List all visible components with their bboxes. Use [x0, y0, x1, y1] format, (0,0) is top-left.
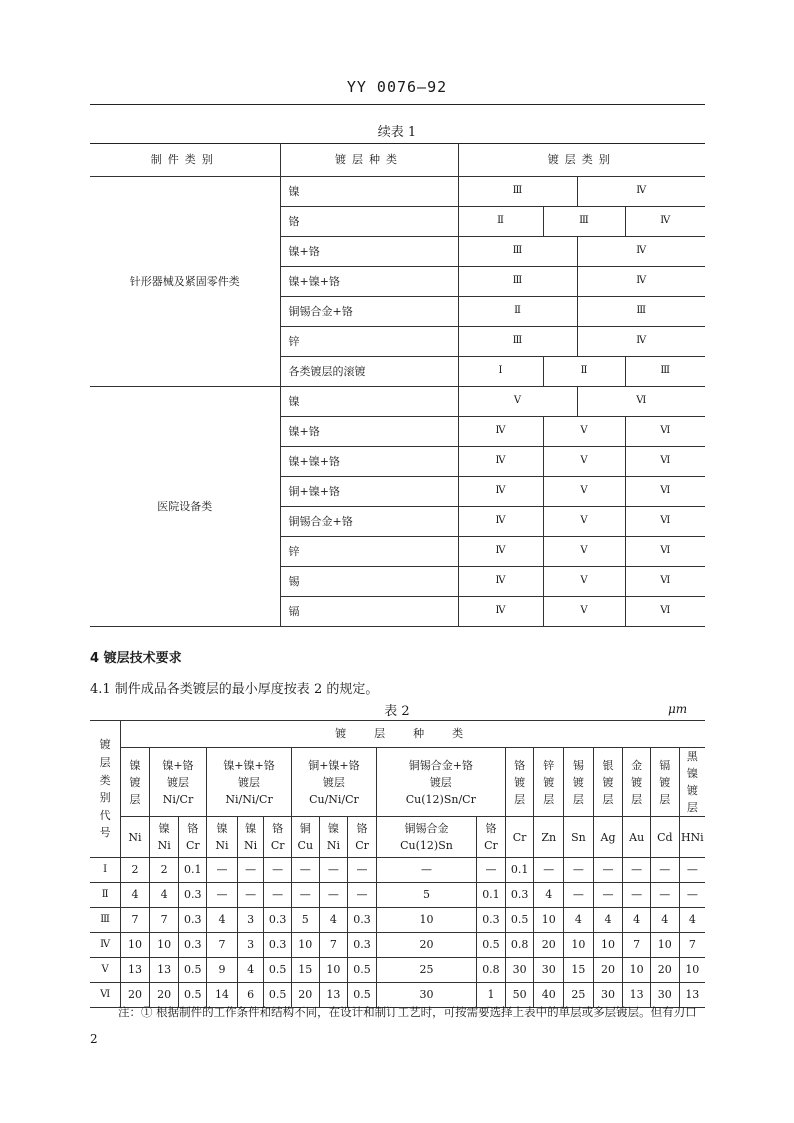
thickness-value: 0.5	[179, 983, 207, 1008]
thickness-value: 20	[593, 958, 623, 983]
thickness-value: —	[477, 858, 506, 883]
grade-code: Ⅱ	[90, 883, 121, 908]
thickness-value: 15	[564, 958, 594, 983]
grade-code: Ⅵ	[90, 983, 121, 1008]
table2-caption: 表 2	[384, 704, 410, 719]
thickness-value: 13	[121, 958, 150, 983]
grade-value: Ⅳ	[577, 237, 705, 267]
thickness-value: —	[564, 858, 594, 883]
cd-group: 镉 镀 层	[650, 748, 679, 817]
element-subheader: 镍 Ni	[207, 817, 238, 858]
thickness-value: 3	[237, 933, 264, 958]
thickness-value: 4	[534, 883, 564, 908]
thickness-value: —	[207, 883, 238, 908]
element-subheader: 铬 Cr	[179, 817, 207, 858]
thickness-value: —	[593, 858, 623, 883]
table1-caption: 续表 1	[377, 125, 417, 140]
thickness-value: 7	[319, 933, 348, 958]
table2-row	[90, 958, 705, 983]
thickness-value: 10	[121, 933, 150, 958]
thickness-value: 0.1	[505, 858, 534, 883]
thickness-value: —	[534, 858, 564, 883]
element-subheader: 铜锡合金 Cu(12)Sn	[376, 817, 476, 858]
thickness-value: 0.5	[264, 958, 292, 983]
grade-value: Ⅲ	[577, 297, 705, 327]
grade-value: Ⅳ	[625, 207, 705, 237]
grade-value: Ⅲ	[543, 207, 625, 237]
thickness-value: 10	[593, 933, 623, 958]
plating-type: 铜锡合金+铬	[280, 507, 458, 537]
thickness-value: 4	[564, 908, 594, 933]
ag-group: 银 镀 层	[593, 748, 623, 817]
plating-type: 铜锡合金+铬	[280, 297, 458, 327]
thickness-value: 5	[376, 883, 476, 908]
thickness-value: 40	[534, 983, 564, 1008]
element-subheader: Cr	[505, 817, 534, 858]
thickness-value: 20	[121, 983, 150, 1008]
thickness-value: —	[623, 883, 651, 908]
grade-value: Ⅵ	[625, 537, 705, 567]
grade-value: Ⅱ	[543, 357, 625, 387]
table2-row	[90, 858, 705, 883]
copper-nickel-chrome-group: 铜+镍+铬 镀层 Cu/Ni/Cr	[291, 748, 376, 817]
thickness-value: —	[237, 858, 264, 883]
grade-value: Ⅳ	[458, 507, 543, 537]
grade-value: Ⅴ	[543, 417, 625, 447]
element-subheader: Cd	[650, 817, 679, 858]
plating-type: 镍+镍+铬	[280, 447, 458, 477]
element-subheader: Ag	[593, 817, 623, 858]
clause-text: 4.1 制件成品各类镀层的最小厚度按表 2 的规定。	[90, 682, 379, 697]
grade-code: Ⅳ	[90, 933, 121, 958]
grade-value: Ⅵ	[577, 387, 705, 417]
thickness-value: —	[376, 858, 476, 883]
table2-subheader-row	[90, 817, 705, 858]
thickness-value: 14	[207, 983, 238, 1008]
grade-value: Ⅲ	[458, 327, 577, 357]
element-subheader: Zn	[534, 817, 564, 858]
thickness-value: 0.8	[505, 933, 534, 958]
thickness-value: —	[237, 883, 264, 908]
thickness-value: —	[679, 883, 705, 908]
thickness-value: 3	[237, 908, 264, 933]
thickness-value: 0.1	[477, 883, 506, 908]
thickness-value: 0.1	[179, 858, 207, 883]
element-subheader: 镍 Ni	[319, 817, 348, 858]
table1-header-row	[90, 144, 705, 177]
thickness-value: —	[348, 858, 377, 883]
thickness-value: —	[264, 858, 292, 883]
thickness-value: —	[319, 858, 348, 883]
grade-value: Ⅳ	[458, 447, 543, 477]
thickness-value: 30	[593, 983, 623, 1008]
element-subheader: Sn	[564, 817, 594, 858]
thickness-value: 0.3	[477, 908, 506, 933]
grade-value: Ⅴ	[543, 597, 625, 627]
thickness-value: 4	[237, 958, 264, 983]
grade-value: Ⅰ	[458, 357, 543, 387]
sn-group: 锡 镀 层	[564, 748, 594, 817]
grade-value: Ⅲ	[458, 177, 577, 207]
grade-value: Ⅳ	[458, 567, 543, 597]
footnote: 注：① 根据制件的工作条件和结构不同，在设计和制订工艺时，可按需要选择上表中的单层或多层镀层。但有刃口	[118, 1005, 697, 1019]
nickel-nickel-chrome-group: 镍+镍+铬 镀层 Ni/Ni/Cr	[207, 748, 292, 817]
thickness-value: 0.5	[264, 983, 292, 1008]
plating-type: 各类镀层的滚镀	[280, 357, 458, 387]
thickness-value: —	[291, 858, 319, 883]
element-subheader: 铬 Cr	[348, 817, 377, 858]
table2-row	[90, 883, 705, 908]
table1-row	[90, 387, 705, 417]
grade-value: Ⅳ	[458, 597, 543, 627]
table2-group-row	[90, 748, 705, 817]
grade-value: Ⅴ	[458, 387, 577, 417]
thickness-value: 7	[207, 933, 238, 958]
thickness-value: —	[593, 883, 623, 908]
grade-value: Ⅱ	[458, 207, 543, 237]
thickness-value: 7	[149, 908, 179, 933]
thickness-value: 2	[121, 858, 150, 883]
grade-value: Ⅳ	[458, 477, 543, 507]
thickness-value: 15	[291, 958, 319, 983]
grade-code: Ⅴ	[90, 958, 121, 983]
thickness-value: 6	[237, 983, 264, 1008]
thickness-value: 4	[650, 908, 679, 933]
section-heading: 4 镀层技术要求	[90, 651, 182, 666]
grade-value: Ⅴ	[543, 567, 625, 597]
copper-tin-chrome-group: 铜锡合金+铬 镀层 Cu(12)Sn/Cr	[376, 748, 505, 817]
grade-value: Ⅳ	[458, 417, 543, 447]
part-category: 医院设备类	[90, 387, 280, 627]
thickness-value: 4	[319, 908, 348, 933]
thickness-value: —	[650, 858, 679, 883]
thickness-value: 10	[534, 908, 564, 933]
table2	[90, 720, 705, 1008]
unit-label: μm	[668, 702, 688, 716]
plating-grade-header: 镀层类别	[458, 144, 705, 177]
grade-value: Ⅴ	[543, 537, 625, 567]
thickness-value: 7	[121, 908, 150, 933]
hni-group: 黑 镍 镀 层	[679, 748, 705, 817]
table1	[90, 143, 705, 627]
nickel-chrome-group: 镍+铬 镀层 Ni/Cr	[149, 748, 206, 817]
grade-value: Ⅳ	[577, 327, 705, 357]
thickness-value: 4	[149, 883, 179, 908]
grade-code-header: 镀 层 类 别 代 号	[90, 721, 121, 858]
thickness-value: —	[264, 883, 292, 908]
grade-value: Ⅵ	[625, 507, 705, 537]
thickness-value: —	[679, 858, 705, 883]
element-subheader: Ni	[121, 817, 150, 858]
element-subheader: 铜 Cu	[291, 817, 319, 858]
grade-code: Ⅲ	[90, 908, 121, 933]
thickness-value: 0.3	[505, 883, 534, 908]
thickness-value: 4	[623, 908, 651, 933]
grade-value: Ⅳ	[458, 537, 543, 567]
thickness-value: —	[207, 858, 238, 883]
thickness-value: 2	[149, 858, 179, 883]
grade-value: Ⅳ	[577, 177, 705, 207]
thickness-value: 20	[534, 933, 564, 958]
thickness-value: 4	[207, 908, 238, 933]
thickness-value: 30	[650, 983, 679, 1008]
element-subheader: 镍 Ni	[237, 817, 264, 858]
thickness-value: —	[319, 883, 348, 908]
grade-value: Ⅴ	[543, 477, 625, 507]
thickness-value: 7	[679, 933, 705, 958]
thickness-value: 0.5	[477, 933, 506, 958]
table2-row	[90, 933, 705, 958]
thickness-value: 13	[149, 958, 179, 983]
thickness-value: 10	[564, 933, 594, 958]
thickness-value: 0.3	[348, 908, 377, 933]
thickness-value: 5	[291, 908, 319, 933]
thickness-value: 0.3	[179, 933, 207, 958]
grade-value: Ⅲ	[625, 357, 705, 387]
thickness-value: 0.3	[179, 883, 207, 908]
thickness-value: 1	[477, 983, 506, 1008]
thickness-value: 13	[679, 983, 705, 1008]
plating-type-header: 镀层种类	[280, 144, 458, 177]
grade-value: Ⅴ	[543, 447, 625, 477]
part-category: 针形器械及紧固零件类	[90, 177, 280, 387]
thickness-value: 10	[149, 933, 179, 958]
grade-value: Ⅱ	[458, 297, 577, 327]
cr-group: 铬 镀 层	[505, 748, 534, 817]
grade-value: Ⅵ	[625, 447, 705, 477]
thickness-value: 10	[291, 933, 319, 958]
grade-value: Ⅲ	[458, 237, 577, 267]
thickness-value: 10	[319, 958, 348, 983]
header-rule	[90, 104, 705, 105]
plating-type: 镍+铬	[280, 417, 458, 447]
grade-value: Ⅵ	[625, 477, 705, 507]
thickness-value: 50	[505, 983, 534, 1008]
thickness-value: 10	[679, 958, 705, 983]
plating-type: 镍+铬	[280, 237, 458, 267]
thickness-value: 13	[623, 983, 651, 1008]
thickness-value: 0.3	[264, 908, 292, 933]
grade-value: Ⅵ	[625, 597, 705, 627]
thickness-value: 10	[376, 908, 476, 933]
thickness-value: 25	[564, 983, 594, 1008]
nickel-group: 镍 镀 层	[121, 748, 150, 817]
thickness-value: —	[291, 883, 319, 908]
grade-value: Ⅵ	[625, 567, 705, 597]
thickness-value: —	[623, 858, 651, 883]
thickness-value: 0.5	[348, 958, 377, 983]
thickness-value: 30	[505, 958, 534, 983]
thickness-value: 10	[650, 933, 679, 958]
element-subheader: 镍 Ni	[149, 817, 179, 858]
plating-type: 铬	[280, 207, 458, 237]
au-group: 金 镀 层	[623, 748, 651, 817]
thickness-value: 0.5	[505, 908, 534, 933]
thickness-value: 0.5	[179, 958, 207, 983]
plating-type: 镍	[280, 387, 458, 417]
plating-type: 镉	[280, 597, 458, 627]
grade-value: Ⅳ	[577, 267, 705, 297]
thickness-value: 20	[291, 983, 319, 1008]
thickness-value: 4	[593, 908, 623, 933]
thickness-value: 20	[650, 958, 679, 983]
thickness-value: 25	[376, 958, 476, 983]
plating-type: 锡	[280, 567, 458, 597]
thickness-value: 0.5	[348, 983, 377, 1008]
thickness-value: —	[650, 883, 679, 908]
thickness-value: 0.3	[179, 908, 207, 933]
thickness-value: 7	[623, 933, 651, 958]
thickness-value: 20	[376, 933, 476, 958]
grade-code: Ⅰ	[90, 858, 121, 883]
grade-value: Ⅵ	[625, 417, 705, 447]
thickness-value: —	[348, 883, 377, 908]
table1-row	[90, 177, 705, 207]
plating-type: 锌	[280, 537, 458, 567]
thickness-value: 0.8	[477, 958, 506, 983]
plating-type: 镍	[280, 177, 458, 207]
thickness-value: 4	[679, 908, 705, 933]
plating-type: 铜+镍+铬	[280, 477, 458, 507]
page-number: 2	[90, 1032, 98, 1046]
thickness-value: 0.3	[264, 933, 292, 958]
element-subheader: HNi	[679, 817, 705, 858]
thickness-value: 10	[623, 958, 651, 983]
plating-type-header: 镀层种类	[121, 721, 705, 748]
plating-type: 锌	[280, 327, 458, 357]
thickness-value: 13	[319, 983, 348, 1008]
standard-number: YY 0076—92	[346, 78, 448, 96]
thickness-value: 30	[534, 958, 564, 983]
grade-value: Ⅲ	[458, 267, 577, 297]
plating-type: 镍+镍+铬	[280, 267, 458, 297]
thickness-value: 30	[376, 983, 476, 1008]
table2-row	[90, 908, 705, 933]
table2-header-row	[90, 721, 705, 748]
part-category-header: 制件类别	[90, 144, 280, 177]
thickness-value: 4	[121, 883, 150, 908]
thickness-value: 9	[207, 958, 238, 983]
thickness-value: 0.3	[348, 933, 377, 958]
element-subheader: Au	[623, 817, 651, 858]
thickness-value: —	[564, 883, 594, 908]
element-subheader: 铬 Cr	[264, 817, 292, 858]
grade-value: Ⅴ	[543, 507, 625, 537]
element-subheader: 铬 Cr	[477, 817, 506, 858]
zn-group: 锌 镀 层	[534, 748, 564, 817]
thickness-value: 20	[149, 983, 179, 1008]
